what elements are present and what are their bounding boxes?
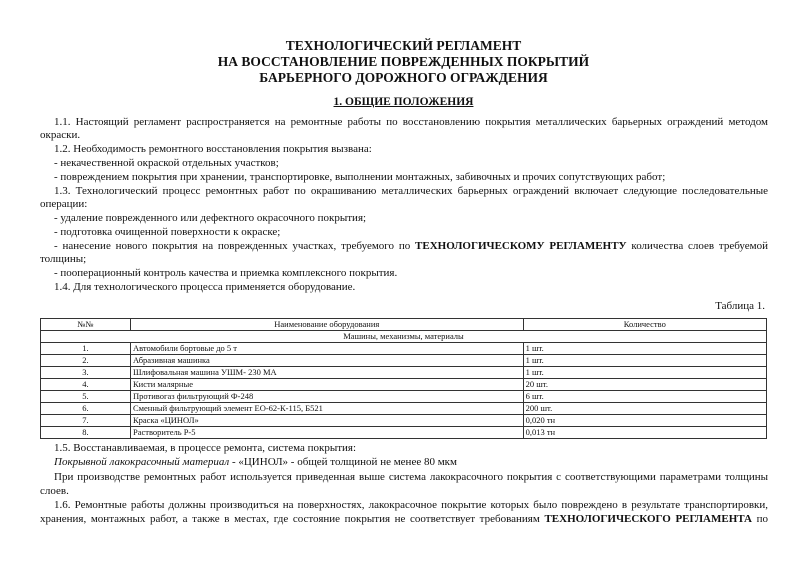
table-group-label: Машины, механизмы, материалы [41, 331, 767, 343]
coating-material-value: - «ЦИНОЛ» - общей толщиной не менее 80 мкм [229, 456, 457, 468]
table-header-row [41, 319, 767, 331]
coating-material-label: Покрывной лакокрасочный материал [54, 456, 230, 468]
operation-4: - пооперационный контроль качества и приемка комплексного покрытия. [54, 267, 398, 279]
table-row [41, 415, 767, 427]
row-name: Абразивная машинка [130, 355, 523, 367]
table-row [41, 379, 767, 391]
operation-3-cont: толщины; [40, 253, 87, 265]
para-1-3-cont: операции: [40, 198, 88, 210]
row-num: 8. [41, 427, 131, 439]
header-num: №№ [41, 319, 131, 331]
para-1-6-bold: ТЕХНОЛОГИЧЕСКОГО РЕГЛАМЕНТА [544, 513, 752, 525]
para-1-6-text: хранения, монтажных работ, а также в местах, где состояние покрытия не соответствует требованиям [40, 513, 540, 525]
row-name: Противогаз фильтрующий Ф-248 [130, 391, 523, 403]
coating-spec [54, 456, 457, 469]
row-num: 4. [41, 379, 131, 391]
para-production: При производстве ремонтных работ используется приведенная выше система лакокрасочного покрытия с соответствующими параметрами толщины [54, 471, 768, 483]
table-group-row [41, 331, 767, 343]
operation-3-text: - нанесение нового покрытия на поврежденных участках, требуемого по [54, 240, 411, 252]
row-num: 1. [41, 343, 131, 355]
table-row [41, 427, 767, 439]
operation-2: - подготовка очищенной поверхности к окраске; [54, 226, 281, 238]
row-qty: 1 шт. [523, 355, 766, 367]
section-heading: 1. ОБЩИЕ ПОЛОЖЕНИЯ [333, 96, 474, 108]
row-num: 5. [41, 391, 131, 403]
table-row [41, 343, 767, 355]
row-name: Кисти малярные [130, 379, 523, 391]
row-qty: 1 шт. [523, 367, 766, 379]
operation-3-text-end: количества слоев требуемой [631, 240, 768, 252]
table-row [41, 367, 767, 379]
row-name: Сменный фильтрующий элемент ЕО-62-К-115, Б521 [130, 403, 523, 415]
para-1-5: 1.5. Восстанавливаемая, в процессе ремонта, система покрытия: [54, 442, 357, 454]
header-qty: Количество [523, 319, 766, 331]
para-1-4: 1.4. Для технологического процесса применяется оборудование. [54, 281, 356, 293]
para-1-6-cont [40, 513, 768, 526]
row-name: Растворитель Р-5 [130, 427, 523, 439]
para-production-cont: слоев. [40, 485, 69, 497]
para-1-3: 1.3. Технологический процесс ремонтных работ по окрашиванию металлических барьерных ограждений включает следующие последовательные [54, 185, 768, 197]
row-qty: 200 шт. [523, 403, 766, 415]
doc-title-line-1: ТЕХНОЛОГИЧЕСКИЙ РЕГЛАМЕНТ [285, 38, 522, 53]
row-num: 6. [41, 403, 131, 415]
table-caption: Таблица 1. [715, 300, 765, 312]
operation-1: - удаление поврежденного или дефектного окрасочного покрытия; [54, 212, 367, 224]
doc-title-line-3: БАРЬЕРНОГО ДОРОЖНОГО ОГРАЖДЕНИЯ [259, 70, 548, 85]
para-1-6: 1.6. Ремонтные работы должны производиться на поверхностях, лакокрасочное покрытие которых было повреждено в результате транспортировки, [54, 499, 768, 511]
row-qty: 6 шт. [523, 391, 766, 403]
para-1-2: 1.2. Необходимость ремонтного восстановления покрытия вызвана: [54, 143, 372, 155]
doc-title-line-2: НА ВОССТАНОВЛЕНИЕ ПОВРЕЖДЕННЫХ ПОКРЫТИЙ [217, 54, 590, 69]
table-row [41, 355, 767, 367]
row-qty: 20 шт. [523, 379, 766, 391]
list-item-1: - некачественной окраской отдельных участков; [54, 157, 279, 169]
row-qty: 0,013 тн [523, 427, 766, 439]
row-name: Краска «ЦИНОЛ» [130, 415, 523, 427]
para-1-1: 1.1. Настоящий регламент распространяется на ремонтные работы по восстановлению покрытия металлических барьерных ограждений методом [54, 116, 768, 128]
row-qty: 0,020 тн [523, 415, 766, 427]
header-name: Наименование оборудования [130, 319, 523, 331]
row-num: 3. [41, 367, 131, 379]
table-row [41, 403, 767, 415]
para-1-1-cont: окраски. [40, 129, 81, 141]
row-num: 7. [41, 415, 131, 427]
row-num: 2. [41, 355, 131, 367]
operation-3-bold: ТЕХНОЛОГИЧЕСКОМУ РЕГЛАМЕНТУ [415, 240, 627, 252]
para-1-6-text-end: по [756, 513, 769, 525]
list-item-2: - повреждением покрытия при хранении, транспортировке, выполнении монтажных, забивочных и прочих сопутствующих работ; [54, 171, 666, 183]
row-qty: 1 шт. [523, 343, 766, 355]
equipment-table [40, 318, 767, 439]
operation-3 [54, 240, 768, 253]
row-name: Шлифовальная машина УШМ- 230 МА [130, 367, 523, 379]
row-name: Автомобили бортовые до 5 т [130, 343, 523, 355]
table-row [41, 391, 767, 403]
